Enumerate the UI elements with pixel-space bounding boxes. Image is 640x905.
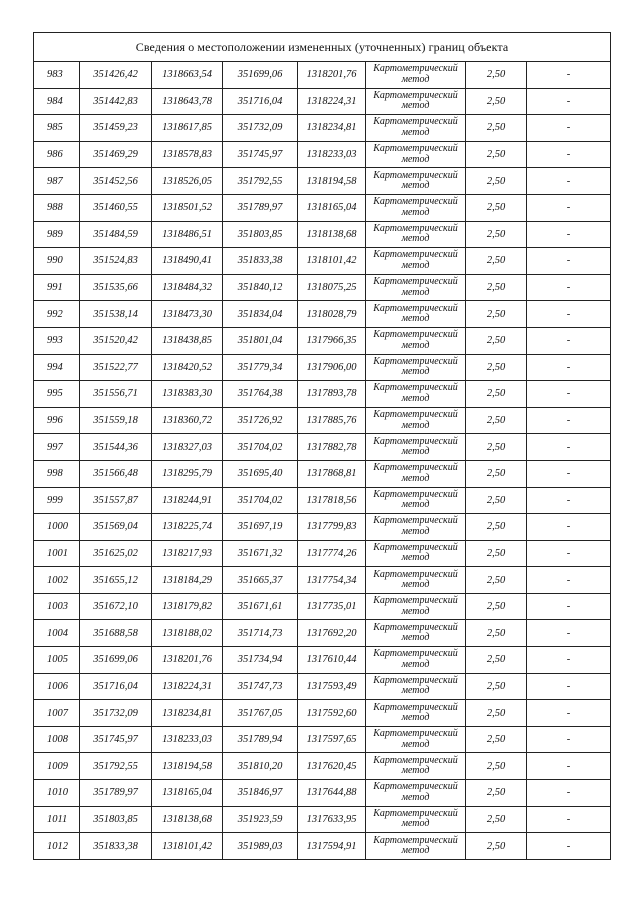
note-cell: - [527, 806, 611, 833]
method-cell: Картометрический метод [366, 248, 466, 275]
table-row [34, 673, 611, 700]
note-cell: - [527, 487, 611, 514]
method-cell: Картометрический метод [366, 141, 466, 168]
refined-y-cell: 1317633,95 [298, 806, 366, 833]
existing-y-cell: 1318578,83 [152, 141, 223, 168]
refined-y-cell: 1318165,04 [298, 194, 366, 221]
refined-y-cell: 1317774,26 [298, 540, 366, 567]
point-number-cell: 995 [34, 381, 80, 408]
refined-x-cell: 351764,38 [223, 381, 298, 408]
table-row [34, 248, 611, 275]
existing-y-cell: 1318165,04 [152, 780, 223, 807]
existing-y-cell: 1318184,29 [152, 567, 223, 594]
accuracy-cell: 2,50 [466, 620, 527, 647]
refined-x-cell: 351834,04 [223, 301, 298, 328]
refined-x-cell: 351747,73 [223, 673, 298, 700]
refined-y-cell: 1318224,31 [298, 88, 366, 115]
note-cell: - [527, 673, 611, 700]
note-cell: - [527, 833, 611, 860]
refined-y-cell: 1317906,00 [298, 354, 366, 381]
refined-y-cell: 1317593,49 [298, 673, 366, 700]
table-row [34, 301, 611, 328]
refined-y-cell: 1317594,91 [298, 833, 366, 860]
point-number-cell: 992 [34, 301, 80, 328]
existing-y-cell: 1318420,52 [152, 354, 223, 381]
refined-x-cell: 351726,92 [223, 407, 298, 434]
refined-x-cell: 351671,61 [223, 593, 298, 620]
existing-y-cell: 1318501,52 [152, 194, 223, 221]
point-number-cell: 989 [34, 221, 80, 248]
table-row [34, 726, 611, 753]
point-number-cell: 1000 [34, 514, 80, 541]
refined-x-cell: 351734,94 [223, 647, 298, 674]
note-cell: - [527, 620, 611, 647]
accuracy-cell: 2,50 [466, 780, 527, 807]
existing-x-cell: 351535,66 [80, 274, 152, 301]
method-cell: Картометрический метод [366, 753, 466, 780]
note-cell: - [527, 726, 611, 753]
point-number-cell: 1009 [34, 753, 80, 780]
table-row [34, 168, 611, 195]
refined-x-cell: 351789,94 [223, 726, 298, 753]
table-row [34, 141, 611, 168]
table-row [34, 327, 611, 354]
refined-y-cell: 1317799,83 [298, 514, 366, 541]
refined-y-cell: 1318028,79 [298, 301, 366, 328]
refined-y-cell: 1317610,44 [298, 647, 366, 674]
existing-x-cell: 351559,18 [80, 407, 152, 434]
refined-x-cell: 351840,12 [223, 274, 298, 301]
note-cell: - [527, 354, 611, 381]
note-cell: - [527, 434, 611, 461]
point-number-cell: 983 [34, 62, 80, 89]
method-cell: Картометрический метод [366, 88, 466, 115]
method-cell: Картометрический метод [366, 514, 466, 541]
method-cell: Картометрический метод [366, 593, 466, 620]
method-cell: Картометрический метод [366, 301, 466, 328]
existing-x-cell: 351469,29 [80, 141, 152, 168]
point-number-cell: 987 [34, 168, 80, 195]
table-row [34, 753, 611, 780]
note-cell: - [527, 753, 611, 780]
existing-y-cell: 1318101,42 [152, 833, 223, 860]
refined-x-cell: 351846,97 [223, 780, 298, 807]
note-cell: - [527, 700, 611, 727]
refined-x-cell: 351810,20 [223, 753, 298, 780]
refined-y-cell: 1317882,78 [298, 434, 366, 461]
existing-x-cell: 351426,42 [80, 62, 152, 89]
table-row [34, 62, 611, 89]
table-row [34, 514, 611, 541]
accuracy-cell: 2,50 [466, 673, 527, 700]
table-row [34, 381, 611, 408]
existing-y-cell: 1318295,79 [152, 460, 223, 487]
note-cell: - [527, 274, 611, 301]
existing-x-cell: 351520,42 [80, 327, 152, 354]
existing-y-cell: 1318217,93 [152, 540, 223, 567]
existing-y-cell: 1318224,31 [152, 673, 223, 700]
existing-y-cell: 1318438,85 [152, 327, 223, 354]
point-number-cell: 1011 [34, 806, 80, 833]
method-cell: Картометрический метод [366, 780, 466, 807]
refined-y-cell: 1317644,88 [298, 780, 366, 807]
existing-y-cell: 1318484,32 [152, 274, 223, 301]
refined-y-cell: 1317597,65 [298, 726, 366, 753]
table-row [34, 700, 611, 727]
existing-x-cell: 351442,83 [80, 88, 152, 115]
refined-y-cell: 1317592,60 [298, 700, 366, 727]
refined-y-cell: 1318075,25 [298, 274, 366, 301]
refined-x-cell: 351695,40 [223, 460, 298, 487]
note-cell: - [527, 301, 611, 328]
method-cell: Картометрический метод [366, 274, 466, 301]
accuracy-cell: 2,50 [466, 593, 527, 620]
refined-x-cell: 351745,97 [223, 141, 298, 168]
note-cell: - [527, 168, 611, 195]
refined-x-cell: 351767,05 [223, 700, 298, 727]
method-cell: Картометрический метод [366, 540, 466, 567]
point-number-cell: 1005 [34, 647, 80, 674]
refined-y-cell: 1318201,76 [298, 62, 366, 89]
method-cell: Картометрический метод [366, 354, 466, 381]
refined-x-cell: 351989,03 [223, 833, 298, 860]
existing-x-cell: 351484,59 [80, 221, 152, 248]
point-number-cell: 1006 [34, 673, 80, 700]
accuracy-cell: 2,50 [466, 567, 527, 594]
existing-y-cell: 1318383,30 [152, 381, 223, 408]
existing-y-cell: 1318138,68 [152, 806, 223, 833]
method-cell: Картометрический метод [366, 487, 466, 514]
accuracy-cell: 2,50 [466, 381, 527, 408]
refined-x-cell: 351704,02 [223, 434, 298, 461]
note-cell: - [527, 62, 611, 89]
accuracy-cell: 2,50 [466, 354, 527, 381]
table-title-row [34, 33, 611, 62]
method-cell: Картометрический метод [366, 620, 466, 647]
method-cell: Картометрический метод [366, 673, 466, 700]
refined-x-cell: 351923,59 [223, 806, 298, 833]
point-number-cell: 1003 [34, 593, 80, 620]
existing-y-cell: 1318194,58 [152, 753, 223, 780]
note-cell: - [527, 248, 611, 275]
refined-x-cell: 351801,04 [223, 327, 298, 354]
accuracy-cell: 2,50 [466, 248, 527, 275]
existing-y-cell: 1318526,05 [152, 168, 223, 195]
table-row [34, 647, 611, 674]
point-number-cell: 993 [34, 327, 80, 354]
accuracy-cell: 2,50 [466, 514, 527, 541]
existing-x-cell: 351789,97 [80, 780, 152, 807]
method-cell: Картометрический метод [366, 407, 466, 434]
refined-y-cell: 1317818,56 [298, 487, 366, 514]
note-cell: - [527, 647, 611, 674]
point-number-cell: 994 [34, 354, 80, 381]
point-number-cell: 1004 [34, 620, 80, 647]
point-number-cell: 1008 [34, 726, 80, 753]
existing-y-cell: 1318486,51 [152, 221, 223, 248]
accuracy-cell: 2,50 [466, 141, 527, 168]
existing-x-cell: 351459,23 [80, 115, 152, 142]
accuracy-cell: 2,50 [466, 460, 527, 487]
table-row [34, 274, 611, 301]
existing-y-cell: 1318663,54 [152, 62, 223, 89]
refined-y-cell: 1318194,58 [298, 168, 366, 195]
accuracy-cell: 2,50 [466, 194, 527, 221]
point-number-cell: 985 [34, 115, 80, 142]
existing-x-cell: 351452,56 [80, 168, 152, 195]
table-title: Сведения о местоположении измененных (уточненных) границ объекта [34, 33, 611, 62]
point-number-cell: 986 [34, 141, 80, 168]
method-cell: Картометрический метод [366, 62, 466, 89]
note-cell: - [527, 115, 611, 142]
note-cell: - [527, 141, 611, 168]
accuracy-cell: 2,50 [466, 700, 527, 727]
table-row [34, 567, 611, 594]
refined-x-cell: 351792,55 [223, 168, 298, 195]
accuracy-cell: 2,50 [466, 88, 527, 115]
note-cell: - [527, 327, 611, 354]
refined-y-cell: 1317868,81 [298, 460, 366, 487]
method-cell: Картометрический метод [366, 221, 466, 248]
note-cell: - [527, 593, 611, 620]
table-row [34, 221, 611, 248]
refined-y-cell: 1318233,03 [298, 141, 366, 168]
note-cell: - [527, 567, 611, 594]
method-cell: Картометрический метод [366, 434, 466, 461]
existing-y-cell: 1318360,72 [152, 407, 223, 434]
existing-y-cell: 1318188,02 [152, 620, 223, 647]
existing-y-cell: 1318473,30 [152, 301, 223, 328]
existing-y-cell: 1318244,91 [152, 487, 223, 514]
method-cell: Картометрический метод [366, 115, 466, 142]
existing-x-cell: 351792,55 [80, 753, 152, 780]
table-row [34, 487, 611, 514]
method-cell: Картометрический метод [366, 567, 466, 594]
method-cell: Картометрический метод [366, 833, 466, 860]
existing-x-cell: 351522,77 [80, 354, 152, 381]
table-row [34, 115, 611, 142]
refined-x-cell: 351697,19 [223, 514, 298, 541]
refined-x-cell: 351714,73 [223, 620, 298, 647]
method-cell: Картометрический метод [366, 460, 466, 487]
refined-y-cell: 1318101,42 [298, 248, 366, 275]
accuracy-cell: 2,50 [466, 327, 527, 354]
accuracy-cell: 2,50 [466, 301, 527, 328]
existing-x-cell: 351803,85 [80, 806, 152, 833]
table-row [34, 434, 611, 461]
point-number-cell: 1007 [34, 700, 80, 727]
accuracy-cell: 2,50 [466, 274, 527, 301]
table-row [34, 194, 611, 221]
point-number-cell: 1012 [34, 833, 80, 860]
refined-y-cell: 1317893,78 [298, 381, 366, 408]
point-number-cell: 998 [34, 460, 80, 487]
accuracy-cell: 2,50 [466, 540, 527, 567]
point-number-cell: 1002 [34, 567, 80, 594]
existing-x-cell: 351732,09 [80, 700, 152, 727]
existing-y-cell: 1318643,78 [152, 88, 223, 115]
table-row [34, 620, 611, 647]
table-row [34, 354, 611, 381]
existing-x-cell: 351745,97 [80, 726, 152, 753]
refined-x-cell: 351671,32 [223, 540, 298, 567]
existing-x-cell: 351688,58 [80, 620, 152, 647]
refined-x-cell: 351732,09 [223, 115, 298, 142]
method-cell: Картометрический метод [366, 381, 466, 408]
refined-y-cell: 1318234,81 [298, 115, 366, 142]
note-cell: - [527, 540, 611, 567]
existing-y-cell: 1318327,03 [152, 434, 223, 461]
refined-y-cell: 1317692,20 [298, 620, 366, 647]
refined-y-cell: 1317735,01 [298, 593, 366, 620]
refined-x-cell: 351716,04 [223, 88, 298, 115]
refined-y-cell: 1317620,45 [298, 753, 366, 780]
existing-x-cell: 351569,04 [80, 514, 152, 541]
accuracy-cell: 2,50 [466, 62, 527, 89]
refined-x-cell: 351665,37 [223, 567, 298, 594]
table-row [34, 407, 611, 434]
note-cell: - [527, 194, 611, 221]
existing-y-cell: 1318233,03 [152, 726, 223, 753]
existing-y-cell: 1318234,81 [152, 700, 223, 727]
existing-y-cell: 1318225,74 [152, 514, 223, 541]
method-cell: Картометрический метод [366, 647, 466, 674]
existing-x-cell: 351655,12 [80, 567, 152, 594]
existing-y-cell: 1318490,41 [152, 248, 223, 275]
point-number-cell: 997 [34, 434, 80, 461]
refined-x-cell: 351699,06 [223, 62, 298, 89]
refined-y-cell: 1318138,68 [298, 221, 366, 248]
accuracy-cell: 2,50 [466, 806, 527, 833]
accuracy-cell: 2,50 [466, 753, 527, 780]
existing-x-cell: 351672,10 [80, 593, 152, 620]
existing-y-cell: 1318201,76 [152, 647, 223, 674]
point-number-cell: 991 [34, 274, 80, 301]
existing-x-cell: 351524,83 [80, 248, 152, 275]
refined-x-cell: 351779,34 [223, 354, 298, 381]
method-cell: Картометрический метод [366, 726, 466, 753]
existing-x-cell: 351833,38 [80, 833, 152, 860]
refined-y-cell: 1317966,35 [298, 327, 366, 354]
note-cell: - [527, 221, 611, 248]
note-cell: - [527, 88, 611, 115]
point-number-cell: 988 [34, 194, 80, 221]
accuracy-cell: 2,50 [466, 168, 527, 195]
point-number-cell: 1010 [34, 780, 80, 807]
accuracy-cell: 2,50 [466, 647, 527, 674]
existing-x-cell: 351544,36 [80, 434, 152, 461]
refined-y-cell: 1317885,76 [298, 407, 366, 434]
method-cell: Картометрический метод [366, 806, 466, 833]
existing-x-cell: 351625,02 [80, 540, 152, 567]
existing-x-cell: 351556,71 [80, 381, 152, 408]
refined-x-cell: 351704,02 [223, 487, 298, 514]
table-row [34, 460, 611, 487]
existing-y-cell: 1318179,82 [152, 593, 223, 620]
table-row [34, 88, 611, 115]
table-row [34, 806, 611, 833]
accuracy-cell: 2,50 [466, 833, 527, 860]
accuracy-cell: 2,50 [466, 487, 527, 514]
existing-x-cell: 351699,06 [80, 647, 152, 674]
existing-x-cell: 351566,48 [80, 460, 152, 487]
method-cell: Картометрический метод [366, 168, 466, 195]
existing-x-cell: 351460,55 [80, 194, 152, 221]
boundary-coordinates-table [33, 32, 611, 860]
table-row [34, 833, 611, 860]
point-number-cell: 996 [34, 407, 80, 434]
note-cell: - [527, 407, 611, 434]
method-cell: Картометрический метод [366, 194, 466, 221]
point-number-cell: 1001 [34, 540, 80, 567]
table-row [34, 593, 611, 620]
note-cell: - [527, 514, 611, 541]
accuracy-cell: 2,50 [466, 115, 527, 142]
table-row [34, 540, 611, 567]
accuracy-cell: 2,50 [466, 434, 527, 461]
accuracy-cell: 2,50 [466, 726, 527, 753]
existing-x-cell: 351557,87 [80, 487, 152, 514]
note-cell: - [527, 460, 611, 487]
existing-x-cell: 351538,14 [80, 301, 152, 328]
accuracy-cell: 2,50 [466, 407, 527, 434]
point-number-cell: 990 [34, 248, 80, 275]
note-cell: - [527, 780, 611, 807]
refined-y-cell: 1317754,34 [298, 567, 366, 594]
table-row [34, 780, 611, 807]
existing-x-cell: 351716,04 [80, 673, 152, 700]
refined-x-cell: 351789,97 [223, 194, 298, 221]
note-cell: - [527, 381, 611, 408]
refined-x-cell: 351803,85 [223, 221, 298, 248]
method-cell: Картометрический метод [366, 327, 466, 354]
accuracy-cell: 2,50 [466, 221, 527, 248]
point-number-cell: 999 [34, 487, 80, 514]
point-number-cell: 984 [34, 88, 80, 115]
method-cell: Картометрический метод [366, 700, 466, 727]
existing-y-cell: 1318617,85 [152, 115, 223, 142]
refined-x-cell: 351833,38 [223, 248, 298, 275]
